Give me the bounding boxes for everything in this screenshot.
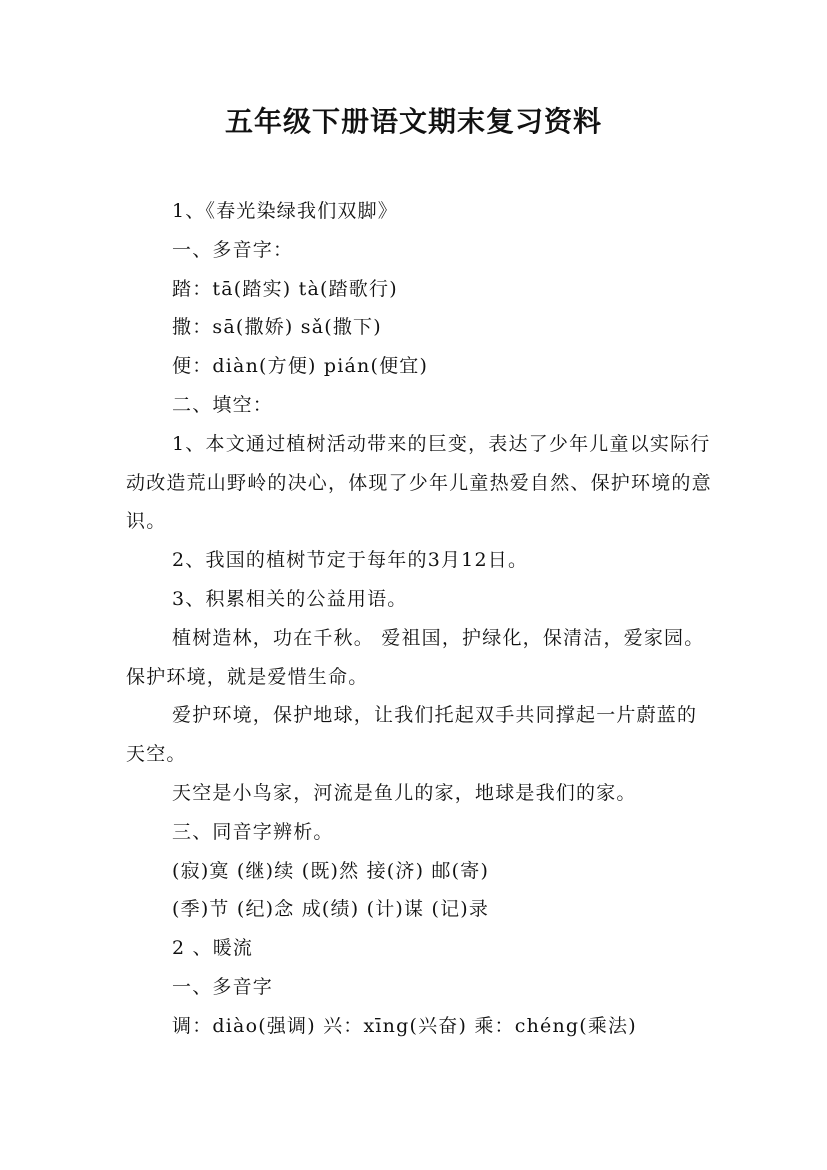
lesson-2-heading: 2 、暖流	[172, 937, 254, 960]
polyphonic-item-bian: 便：diàn(方便) pián(便宜)	[172, 355, 429, 378]
lesson-2-polyphonic-heading: 一、多音字	[172, 975, 274, 998]
lesson-1-heading: 1、《春光染绿我们双脚》	[172, 200, 398, 222]
slogan-paragraph-3: 天空是小鸟家，河流是鱼儿的家，地球是我们的家。	[172, 781, 637, 804]
slogan-paragraph-2: 爱护环境，保护地球，让我们托起双手共同撑起一片蔚蓝的天空。	[126, 704, 698, 766]
fill-blank-item-3: 3、积累相关的公益用语。	[172, 587, 408, 610]
section-polyphonic-heading: 一、多音字：	[172, 238, 294, 261]
homophone-row-2: (季)节 (纪)念 成(绩) (计)谋 (记)录	[172, 898, 490, 921]
document-body	[126, 192, 716, 1046]
document-title: 五年级下册语文期末复习资料	[224, 105, 602, 138]
slogan-paragraph-1: 植树造林，功在千秋。 爱祖国，护绿化，保清洁，爱家园。 保护环境，就是爱惜生命。	[126, 626, 712, 688]
fill-blank-item-2: 2、我国的植树节定于每年的3月12日。	[172, 549, 529, 572]
section-fill-blank-heading: 二、填空：	[172, 393, 274, 416]
polyphonic-item-sa: 撒：sā(撒娇) sǎ(撒下)	[172, 316, 382, 339]
fill-blank-item-1: 1、本文通过植树活动带来的巨变，表达了少年儿童以实际行动改造荒山野岭的决心，体现了少年儿童热爱自然、保护环境的意识。	[126, 432, 712, 533]
polyphonic-item-ta: 踏：tā(踏实) tà(踏歌行)	[172, 277, 398, 300]
section-homophone-heading: 三、同音字辨析。	[172, 820, 334, 843]
lesson-2-polyphonic-items: 调：diào(强调) 兴：xīng(兴奋) 乘：chéng(乘法)	[172, 1014, 637, 1037]
homophone-row-1: (寂)寞 (继)续 (既)然 接(济) 邮(寄)	[172, 859, 490, 882]
